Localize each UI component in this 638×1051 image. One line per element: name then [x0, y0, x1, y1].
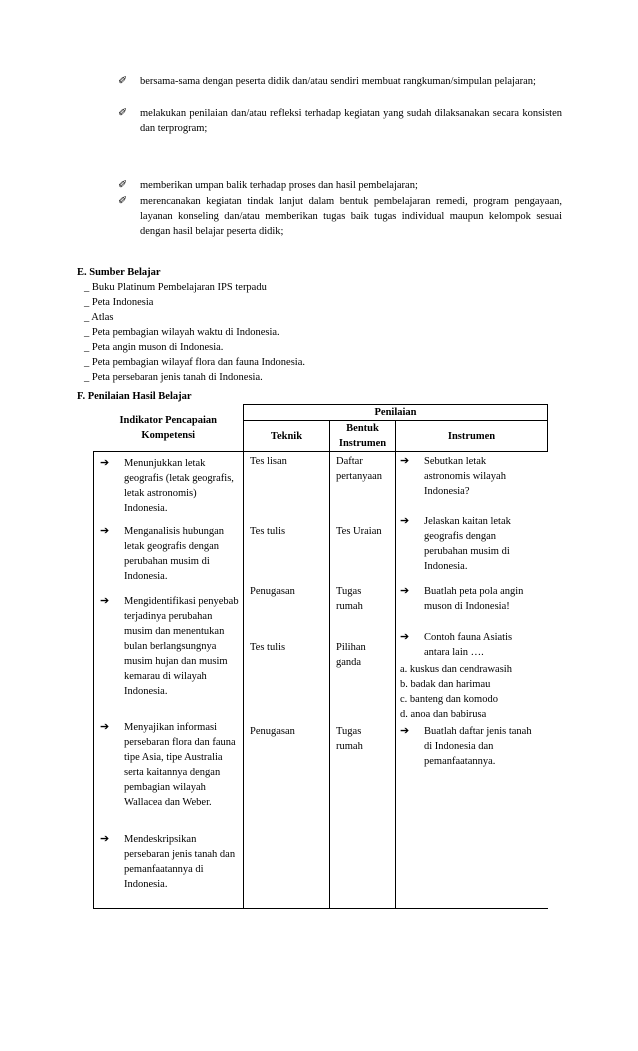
activity-text: bersama-sama dengan peserta didik dan/atau sendiri membuat rangkuman/simpulan pelajaran;: [140, 76, 536, 87]
option-item: a. kuskus dan cendrawasih: [400, 664, 512, 675]
teknik-item: Penugasan: [250, 726, 295, 737]
activity-text: memberikan umpan balik terhadap proses dan hasil pembelajaran;: [140, 180, 418, 191]
arrow-bullet-icon: ➔: [400, 725, 410, 737]
teknik-cell: [244, 452, 330, 909]
arrow-bullet-icon: ➔: [400, 515, 410, 527]
option-item: c. banteng dan komodo: [400, 694, 498, 705]
arrow-bullet-icon: ➔: [100, 721, 110, 733]
teknik-item: Tes lisan: [250, 456, 287, 467]
teknik-item: Penugasan: [250, 586, 295, 597]
source-item: _ Peta angin muson di Indonesia.: [84, 342, 224, 353]
bentuk-item: Tugas rumah: [336, 726, 363, 752]
header-teknik: Teknik: [244, 421, 330, 452]
header-instrumen: Instrumen: [396, 421, 548, 452]
teknik-item: Tes tulis: [250, 642, 286, 653]
arrow-bullet-icon: ➔: [100, 457, 110, 469]
section-e-title: E. Sumber Belajar: [77, 267, 161, 278]
arrow-bullet-icon: ➔: [400, 585, 410, 597]
header-penilaian: Penilaian: [244, 405, 548, 421]
bentuk-item: Pilihan ganda: [336, 642, 366, 668]
arrow-bullet-icon: ➔: [400, 631, 410, 643]
arrow-bullet-icon: ➔: [100, 833, 110, 845]
pencil-bullet-icon: ✐: [118, 195, 128, 207]
teknik-item: Tes tulis: [250, 526, 286, 537]
pencil-bullet-icon: ✐: [118, 75, 128, 87]
source-item: _ Peta pembagian wilayah waktu di Indonesia.: [84, 327, 280, 338]
bentuk-item: Daftar pertanyaan: [336, 456, 383, 482]
instrumen-cell: ➔ Sebutkan letak astronomis wilayah Indonesia? ➔ Jelaskan kaitan letak geografis dengan perubahan musim di Indonesia. ➔ Buatlah peta pola angin muson di Indonesia! ➔ Contoh fauna Asiatis antara lain …. a. kuskus dan cendrawasih b. badak dan harimau c. banteng dan komodo d. anoa dan babirusa ➔ Buatlah daftar jenis tanah di Indonesia dan pemanfaatannya.: [396, 452, 548, 909]
header-indikator: Indikator Pencapaian Kompetensi: [94, 405, 244, 452]
option-item: d. anoa dan babirusa: [400, 709, 487, 720]
pencil-bullet-icon: ✐: [118, 179, 128, 191]
arrow-bullet-icon: ➔: [100, 595, 110, 607]
source-item: _ Atlas: [84, 312, 114, 323]
activity-text: merencanakan kegiatan tindak lanjut dalam bentuk pembelajaran remedi, program pengayaan, layanan konseling dan/atau memberikan tugas baik tugas individual maupun kelompok sesuai dengan hasil belajar peserta didik;: [140, 196, 562, 237]
arrow-bullet-icon: ➔: [100, 525, 110, 537]
header-bentuk: Bentuk Instrumen: [330, 421, 396, 452]
source-item: _ Peta pembagian wilayaf flora dan fauna Indonesia.: [84, 357, 305, 368]
source-item: _ Peta persebaran jenis tanah di Indonesia.: [84, 372, 263, 383]
pencil-bullet-icon: ✐: [118, 107, 128, 119]
indikator-cell: ➔ Menunjukkan letak geografis (letak geografis, letak astronomis) Indonesia. ➔ Menganalisis hubungan letak geografis dengan perubahan musim di Indonesia. ➔ Mengidentifikasi penyebab terjadinya perubahan musim dan menentukan bulan berlangsungnya musim hujan dan musim kemarau di wilayah Indonesia. ➔ Menyajikan informasi persebaran flora dan fauna tipe Asia, tipe Australia serta kaitannya dengan pembagian wilayah Wallacea dan Weber. ➔ Mendeskripsikan persebaran jenis tanah dan pemanfaatannya di Indonesia.: [94, 452, 244, 909]
activity-text: melakukan penilaian dan/atau refleksi terhadap kegiatan yang sudah dilaksanakan secara konsisten dan terprogram;: [140, 108, 562, 134]
source-item: _ Peta Indonesia: [84, 297, 154, 308]
assessment-table: [93, 404, 548, 909]
option-item: b. badak dan harimau: [400, 679, 491, 690]
bentuk-cell: [330, 452, 396, 909]
section-f-title: F. Penilaian Hasil Belajar: [77, 391, 192, 402]
arrow-bullet-icon: ➔: [400, 455, 410, 467]
bentuk-item: Tes Uraian: [336, 526, 382, 537]
bentuk-item: Tugas rumah: [336, 586, 363, 612]
source-item: _ Buku Platinum Pembelajaran IPS terpadu: [84, 282, 267, 293]
